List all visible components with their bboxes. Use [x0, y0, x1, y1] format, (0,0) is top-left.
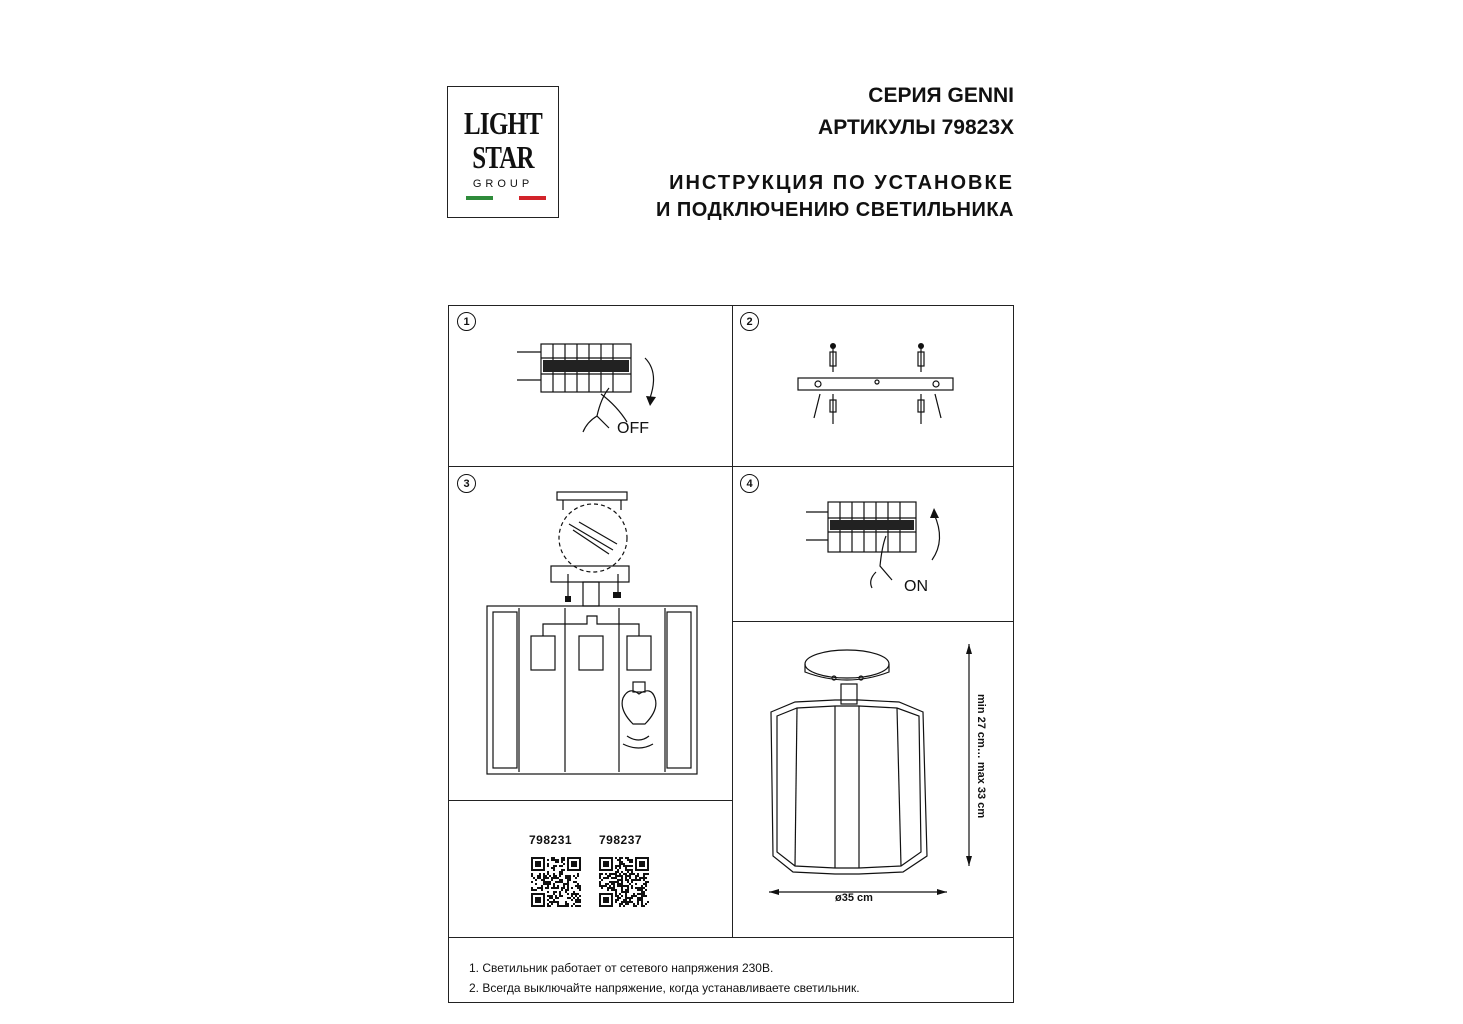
instruction-title-line-1: ИНСТРУКЦИЯ ПО УСТАНОВКЕ	[669, 172, 1014, 194]
off-label: OFF	[617, 420, 649, 437]
instruction-grid	[448, 305, 1014, 1003]
height-label: min 27 cm… max 33 cm	[975, 694, 987, 819]
step-2-number: 2	[740, 312, 759, 331]
brand-logo	[447, 86, 559, 218]
note-2: 2. Всегда выключайте напряжение, когда устанавливаете светильник.	[469, 981, 860, 995]
qr-code-798237[interactable]	[599, 857, 649, 907]
luminaire-assembly-illustration	[483, 488, 701, 778]
flag-red	[519, 196, 546, 200]
articles-title: АРТИКУЛЫ 79823X	[818, 116, 1014, 139]
grid-divider-vertical	[732, 306, 733, 938]
on-label: ON	[904, 578, 928, 595]
grid-divider-row-right	[732, 621, 1013, 622]
qr-article-2: 798237	[599, 833, 643, 847]
grid-divider-row-1	[449, 466, 1013, 467]
breaker-on-illustration	[806, 496, 956, 596]
qr-code-798231[interactable]	[531, 857, 581, 907]
diameter-label: ø35 cm	[835, 892, 873, 904]
grid-divider-notes	[449, 937, 1013, 938]
series-title: СЕРИЯ GENNI	[868, 84, 1014, 107]
grid-divider-row-left	[449, 800, 732, 801]
flag-green	[466, 196, 493, 200]
instruction-title-line-2: И ПОДКЛЮЧЕНИЮ СВЕТИЛЬНИКА	[655, 199, 1014, 221]
luminaire-dimensions-illustration	[759, 636, 989, 926]
note-1: 1. Светильник работает от сетевого напряжения 230В.	[469, 961, 774, 975]
installation-notes	[469, 958, 860, 998]
logo-word-group: GROUP	[472, 178, 534, 190]
step-3-number: 3	[457, 474, 476, 493]
logo-word-light: LIGHT	[464, 105, 542, 141]
italian-flag-stripe	[466, 196, 546, 200]
step-1-number: 1	[457, 312, 476, 331]
logo-word-star: STAR	[472, 139, 534, 175]
mounting-plate-illustration	[794, 342, 959, 426]
step-4-number: 4	[740, 474, 759, 493]
flag-white	[493, 196, 520, 200]
qr-article-1: 798231	[529, 833, 573, 847]
